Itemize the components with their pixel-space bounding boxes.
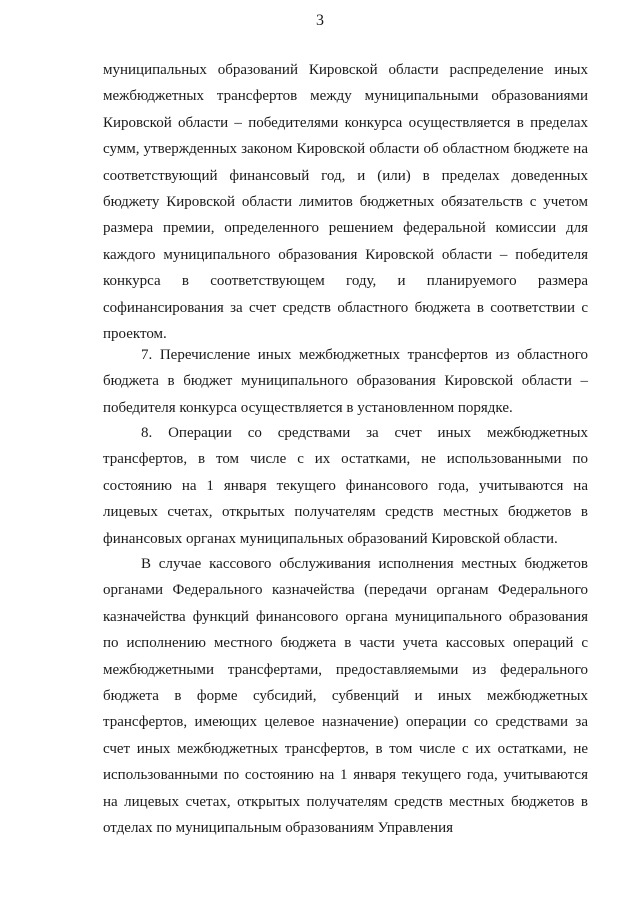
paragraph-item-7 <box>103 342 588 421</box>
paragraph-text: 7. Перечисление иных межбюджетных трансфертов из областного бюджета в бюджет муниципального образования Кировской области – победителя конкурса осуществляется в установленном порядке. <box>103 347 588 416</box>
paragraph-treasury-case <box>103 551 588 841</box>
paragraph-continuation <box>103 57 588 347</box>
page-number: 3 <box>316 12 324 29</box>
paragraph-text: 8. Операции со средствами за счет иных межбюджетных трансфертов, в том числе с их остатками, не использованными по состоянию на 1 января текущего финансового года, учитываются на лицевых счетах, открытых получателям средств местных бюджетов в финансовых органах муниципальных образований Кировской области. <box>103 425 588 547</box>
paragraph-text: В случае кассового обслуживания исполнения местных бюджетов органами Федерального казначейства (передачи органам Федерального казначейства функций финансового органа муниципального образования по исполнению местного бюджета в части учета кассовых операций с межбюджетными трансфертами, предоставляемыми из федерального бюджета в форме субсидий, субвенций и иных межбюджетных трансфертов, имеющих целевое назначение) операции со средствами за счет иных межбюджетных трансфертов, в том числе с их остатками, не использованными по состоянию на 1 января текущего года, учитываются на лицевых счетах, открытых получателям средств местных бюджетов в отделах по муниципальным образованиям Управления <box>103 556 588 837</box>
paragraph-text: муниципальных образований Кировской области распределение иных межбюджетных трансфертов между муниципальными образованиями Кировской области – победителями конкурса осуществляется в пределах сумм, утвержденных законом Кировской области об областном бюджете на соответствующий финансовый год, и (или) в пределах доведенных бюджету Кировской области лимитов бюджетных обязательств с учетом размера премии, определенного решением федеральной комиссии для каждого муниципального образования Кировской области – победителя конкурса в соответствующем году, и планируемого размера софинансирования за счет средств областного бюджета в соответствии с проектом. <box>103 62 588 343</box>
paragraph-item-8 <box>103 420 588 552</box>
